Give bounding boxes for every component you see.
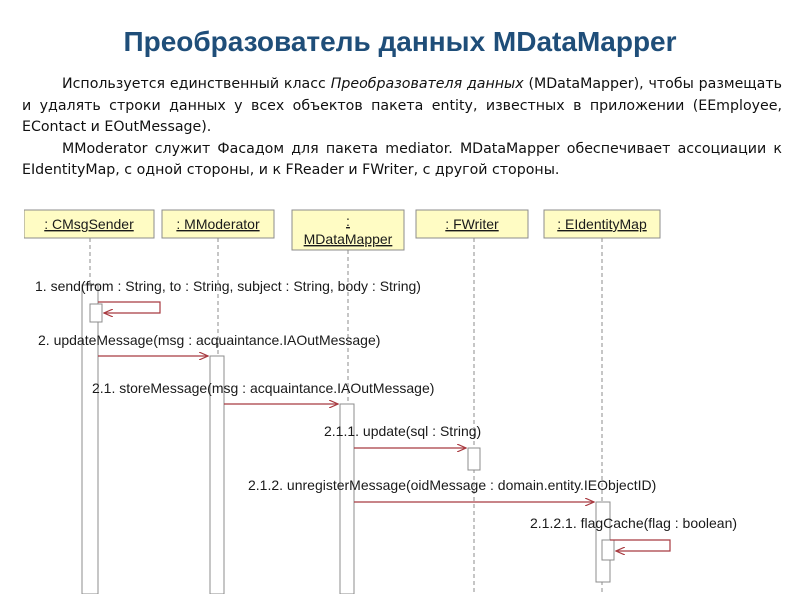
paragraph-1 bbox=[22, 74, 782, 139]
lifeline-head-fwriter bbox=[416, 210, 528, 238]
paragraph-1-italic: Преобразователя данных bbox=[330, 76, 524, 92]
message-label-2-1-1: 2.1.1. update(sql : String) bbox=[324, 423, 482, 439]
lifeline-head-mdatamapper bbox=[292, 210, 404, 250]
message-label-1: 1. send(from : String, to : String, subject : String, body : String) bbox=[35, 278, 421, 294]
slide-body bbox=[22, 74, 782, 182]
slide-title: Преобразователь данных MDataMapper bbox=[123, 26, 677, 57]
lifeline-head-mmoderator bbox=[162, 210, 274, 238]
activation-fwriter bbox=[468, 448, 480, 470]
message-arrow-2-1-2-1 bbox=[610, 540, 670, 551]
lifeline-label: : bbox=[346, 213, 350, 229]
lifeline-label: : MModerator bbox=[176, 216, 260, 232]
paragraph-1-start: Используется единственный класс bbox=[62, 76, 331, 92]
paragraph-2: MModerator служит Фасадом для пакета mediator. MDataMapper обеспечивает ассоциации к EIdentityMap, с одной стороны, и к FReader и FWriter, с другой стороны. bbox=[22, 140, 782, 178]
message-label-2-1-2-1: 2.1.2.1. flagCache(flag : boolean) bbox=[530, 515, 738, 531]
lifeline-head-cmsgsender bbox=[24, 210, 154, 238]
lifeline-head-eidentitymap bbox=[544, 210, 660, 238]
message-label-2: 2. updateMessage(msg : acquaintance.IAOutMessage) bbox=[38, 332, 381, 348]
paragraph-1-end: (MDataMapper), чтобы размещать и удалять строки данных у всех объектов пакета entity, известных в приложении (EEmployee, EContact и EOutMessage). bbox=[22, 76, 782, 135]
activation-eidentitymap-self bbox=[602, 540, 614, 560]
activation-cmsgsender-self bbox=[90, 304, 102, 322]
sequence-diagram bbox=[24, 200, 774, 594]
lifeline-label-line2: MDataMapper bbox=[303, 231, 393, 247]
lifeline-label: : EIdentityMap bbox=[557, 216, 647, 232]
lifeline-label: : FWriter bbox=[445, 216, 499, 232]
message-arrow-1 bbox=[98, 302, 160, 313]
message-label-2-1: 2.1. storeMessage(msg : acquaintance.IAOutMessage) bbox=[92, 380, 435, 396]
message-label-2-1-2: 2.1.2. unregisterMessage(oidMessage : domain.entity.IEObjectID) bbox=[248, 477, 657, 493]
lifeline-label: : CMsgSender bbox=[44, 216, 134, 232]
